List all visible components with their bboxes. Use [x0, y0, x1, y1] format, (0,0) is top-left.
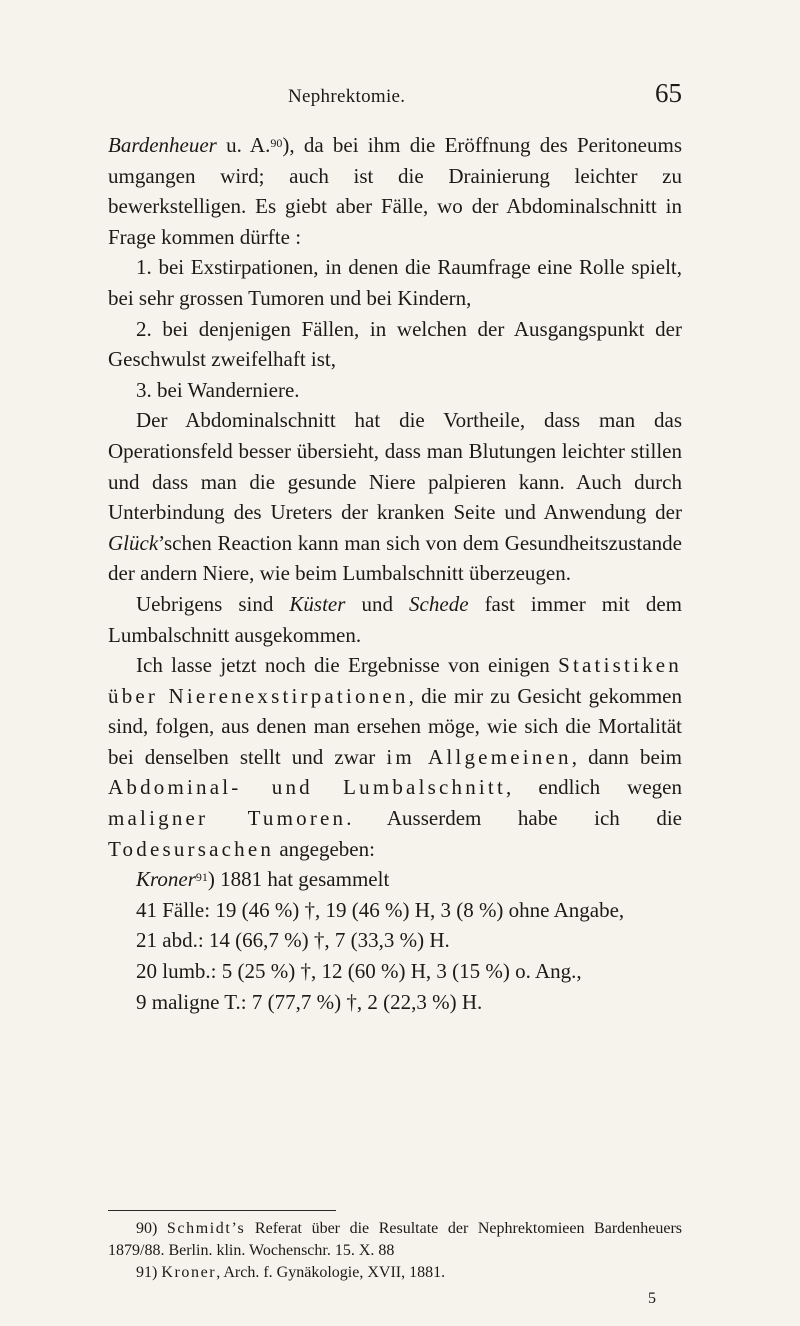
author-name: Bardenheuer — [108, 133, 217, 157]
footnote-ref: 90 — [270, 136, 283, 150]
footnote-author: Schmidt’s — [166, 1220, 246, 1237]
author-name: Glück — [108, 530, 159, 555]
author-name: Küster — [289, 591, 346, 616]
stat-line-2: 21 abd.: 14 (66,7 %) †, 7 (33,3 %) H. — [136, 928, 450, 953]
stat-line-4: 9 maligne T.: 7 (77,7 %) †, 2 (22,3 %) H. — [136, 989, 483, 1014]
footnote-number: 90) — [136, 1220, 158, 1237]
footnote-author: Kroner — [161, 1264, 217, 1281]
running-head: Nephrektomie. — [288, 86, 406, 107]
footnotes — [108, 1218, 682, 1284]
page-number: 65 — [655, 78, 682, 108]
text-span: u. A. — [216, 133, 271, 157]
text-span: Der Abdominalschnitt hat die Vortheile, dass man das Operationsfeld besser übersieht, dass man Blutungen leichter stillen und dass man die gesunde Niere palpieren kann. Auch durch Unterbindung des Ureters der kranken Seite und Anwendung der — [108, 408, 682, 525]
page-header — [108, 78, 682, 118]
footnote-90 — [108, 1218, 682, 1262]
text-span: Uebrigens sind — [136, 591, 290, 616]
text-span: , endlich wegen — [506, 775, 682, 800]
body-text — [108, 130, 682, 1017]
text-span: ) 1881 hat gesammelt — [207, 867, 390, 892]
text-span: Ich lasse jetzt noch die Ergebnisse von einigen — [136, 653, 559, 678]
footnote-ref: 91 — [195, 870, 208, 885]
sheet-signature: 5 — [648, 1290, 656, 1307]
spaced-emphasis: Abdominal- und Lumbalschnitt — [108, 775, 507, 800]
footnote-text: Referat über die Resultate der Nephrektomieen Bardenheuers 1879/88. Berlin. klin. Wochenschr. 15. X. 88 — [108, 1220, 683, 1259]
footnote-number: 91) — [136, 1264, 158, 1281]
list-item-1: 1. bei Exstirpationen, in denen die Raumfrage eine Rolle spielt, bei sehr grossen Tumoren und bei Kindern, — [108, 255, 682, 310]
author-name: Schede — [409, 591, 469, 616]
spaced-emphasis: Statistiken über Nierenexstirpationen — [108, 653, 682, 708]
text-span: angegeben: — [274, 836, 375, 861]
text-span: ), da bei ihm die Eröffnung des Peritoneums umgangen wird; auch ist die Drainierung leichter zu bewerkstelligen. Es giebt aber Fälle, wo der Abdominalschnitt in Frage kommen dürfte : — [108, 133, 682, 249]
spaced-emphasis: Todesursachen — [108, 836, 275, 861]
paragraph-1 — [108, 130, 682, 252]
stat-line-1: 41 Fälle: 19 (46 %) †, 19 (46 %) H, 3 (8 %) ohne Angabe, — [136, 897, 625, 922]
spaced-emphasis: im Allgemeinen — [386, 744, 572, 769]
text-span: ’schen Reaction kann man sich von dem Gesundheitszustande der andern Niere, wie beim Lumbalschnitt überzeugen. — [108, 530, 682, 586]
author-name: Kroner — [136, 867, 196, 892]
paragraph-2 — [108, 405, 682, 589]
footnote-91 — [108, 1262, 682, 1284]
text-span: . Ausserdem habe ich die — [346, 806, 682, 831]
spaced-emphasis: maligner Tumoren — [108, 806, 347, 831]
footnote-rule — [108, 1210, 336, 1211]
text-span: , dann beim — [571, 744, 682, 769]
list-item-3: 3. bei Wanderniere. — [136, 377, 300, 402]
text-span: , die mir zu Gesicht gekommen sind, folgen, aus denen man ersehen möge, wie sich die Mortalität bei denselben stellt und zwar — [108, 683, 682, 769]
stat-line-3: 20 lumb.: 5 (25 %) †, 12 (60 %) H, 3 (15 %) o. Ang., — [136, 959, 582, 984]
paragraph-3 — [108, 589, 682, 650]
text-span: und — [345, 591, 410, 616]
list-item-2: 2. bei denjenigen Fällen, in welchen der Ausgangspunkt der Geschwulst zweifelhaft ist, — [108, 316, 682, 372]
paragraph-4 — [108, 650, 682, 864]
text-span: fast immer mit dem Lumbalschnitt ausgekommen. — [108, 591, 683, 647]
footnote-text: , Arch. f. Gynäkologie, XVII, 1881. — [216, 1264, 446, 1281]
paragraph-5 — [108, 864, 682, 895]
